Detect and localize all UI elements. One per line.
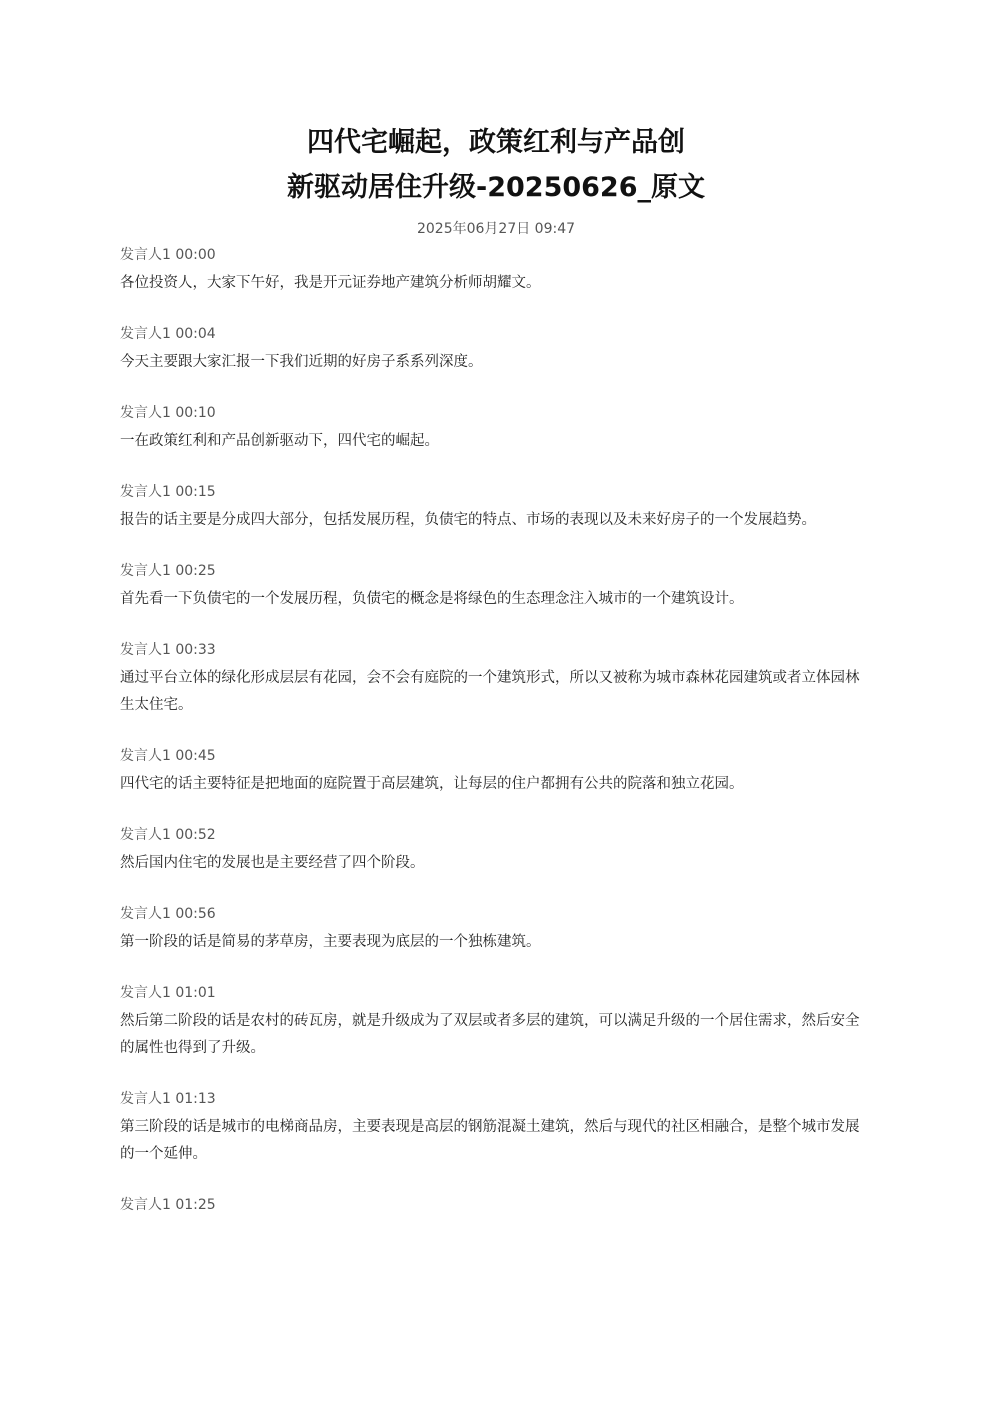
transcript-entry xyxy=(120,402,872,455)
document-datetime: 2025年06月27日 09:47 xyxy=(416,221,576,237)
utterance-text: 然后国内住宅的发展也是主要经营了四个阶段。 xyxy=(120,855,425,871)
utterance-text: 然后第二阶段的话是农村的砖瓦房，就是升级成为了双层或者多层的建筑，可以满足升级的一个居住需求，然后安全的属性也得到了升级。 xyxy=(120,1013,860,1056)
utterance-text: 各位投资人，大家下午好，我是开元证券地产建筑分析师胡耀文。 xyxy=(120,275,541,291)
utterance-text: 报告的话主要是分成四大部分，包括发展历程，负债宅的特点、市场的表现以及未来好房子的一个发展趋势。 xyxy=(120,512,816,528)
title-line-2: 新驱动居住升级-20250626_原文 xyxy=(287,172,705,203)
transcript-entry xyxy=(120,560,872,613)
transcript-entry xyxy=(120,903,872,956)
utterance-text: 通过平台立体的绿化形成层层有花园，会不会有庭院的一个建筑形式，所以又被称为城市森林花园建筑或者立体园林生太住宅。 xyxy=(120,670,860,713)
transcript-entry xyxy=(120,639,872,719)
utterance-text: 第一阶段的话是简易的茅草房，主要表现为底层的一个独栋建筑。 xyxy=(120,934,541,950)
utterance-text: 一在政策红利和产品创新驱动下，四代宅的崛起。 xyxy=(120,433,439,449)
utterance-text: 第三阶段的话是城市的电梯商品房，主要表现是高层的钢筋混凝土建筑，然后与现代的社区相融合，是整个城市发展的一个延伸。 xyxy=(120,1119,860,1162)
speaker-timestamp: 发言人1 00:15 xyxy=(120,484,216,500)
speaker-timestamp: 发言人1 00:52 xyxy=(120,827,216,843)
speaker-timestamp: 发言人1 01:25 xyxy=(120,1197,216,1213)
speaker-timestamp: 发言人1 00:33 xyxy=(120,642,216,658)
transcript-entry xyxy=(120,244,872,297)
speaker-timestamp: 发言人1 00:10 xyxy=(120,405,216,421)
utterance-text: 四代宅的话主要特征是把地面的庭院置于高层建筑，让每层的住户都拥有公共的院落和独立花园。 xyxy=(120,776,744,792)
transcript-entry xyxy=(120,982,872,1062)
transcript-entry xyxy=(120,1088,872,1168)
transcript xyxy=(120,244,872,1242)
utterance-text: 首先看一下负债宅的一个发展历程，负债宅的概念是将绿色的生态理念注入城市的一个建筑设计。 xyxy=(120,591,744,607)
document-title xyxy=(120,120,872,210)
speaker-timestamp: 发言人1 00:00 xyxy=(120,247,216,263)
speaker-timestamp: 发言人1 01:13 xyxy=(120,1091,216,1107)
utterance-text: 今天主要跟大家汇报一下我们近期的好房子系系列深度。 xyxy=(120,354,483,370)
transcript-entry xyxy=(120,323,872,376)
transcript-entry xyxy=(120,481,872,534)
speaker-timestamp: 发言人1 01:01 xyxy=(120,985,216,1001)
speaker-timestamp: 发言人1 00:04 xyxy=(120,326,216,342)
speaker-timestamp: 发言人1 00:56 xyxy=(120,906,216,922)
transcript-entry xyxy=(120,1194,872,1216)
speaker-timestamp: 发言人1 00:25 xyxy=(120,563,216,579)
transcript-entry xyxy=(120,824,872,877)
title-line-1: 四代宅崛起，政策红利与产品创 xyxy=(307,127,685,158)
transcript-entry xyxy=(120,745,872,798)
speaker-timestamp: 发言人1 00:45 xyxy=(120,748,216,764)
